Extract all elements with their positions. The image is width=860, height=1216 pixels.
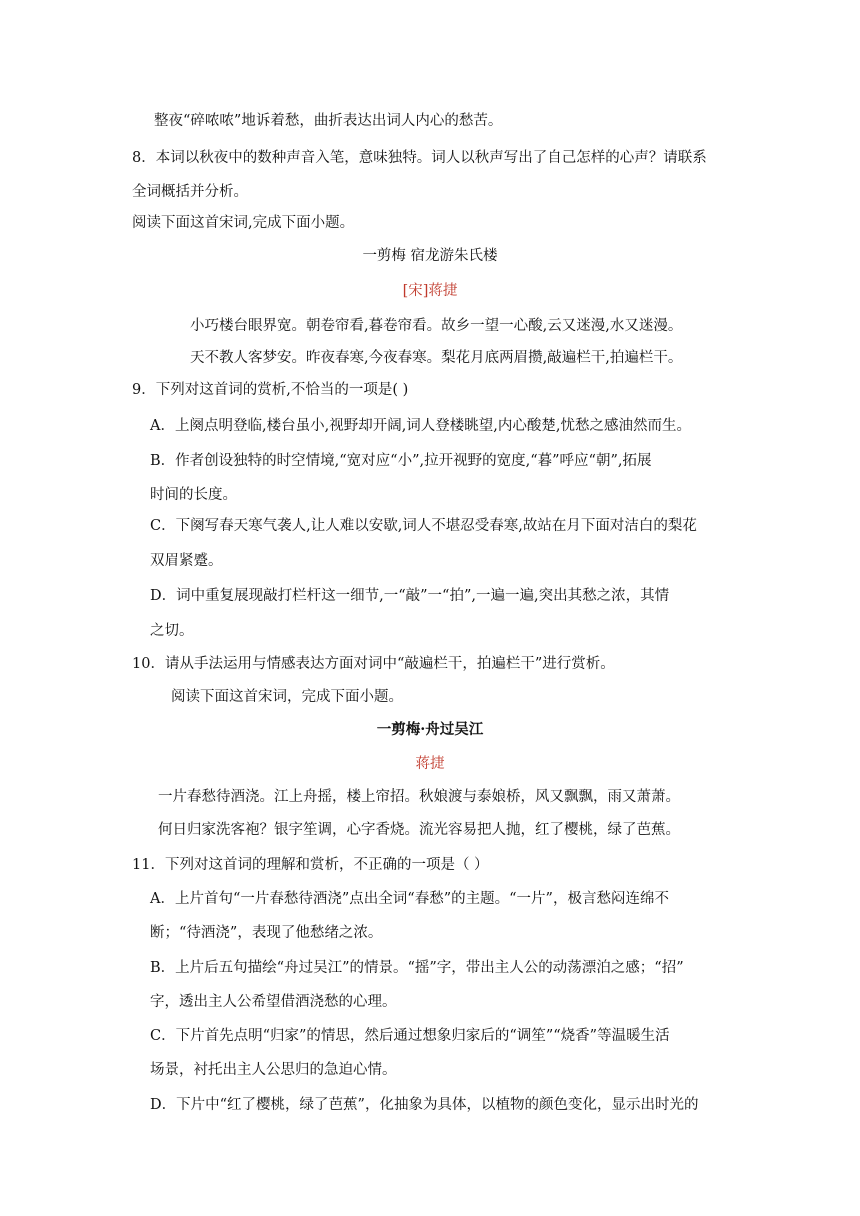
question-9: 9．下列对这首词的赏析,不恰当的一项是( ) — [132, 382, 409, 398]
poem-1-line-2: 天不教人客梦安。昨夜春寒,今夜春寒。梨花月底两眉攒,敲遍栏干,拍遍栏干。 — [190, 350, 683, 366]
question-9-option-c-line-1: C．下阕写春天寒气袭人,让人难以安歇,词人不堪忍受春寒,故站在月下面对洁白的梨花 — [150, 518, 697, 534]
question-11-option-d-line-1: D．下片中“红了樱桃，绿了芭蕉”，化抽象为具体，以植物的颜色变化，显示出时光的 — [150, 1097, 699, 1113]
poem-1-line-1: 小巧楼台眼界宽。朝卷帘看,暮卷帘看。故乡一望一心酸,云又迷漫,水又迷漫。 — [190, 318, 683, 334]
question-11-option-b-line-2: 字，透出主人公希望借酒浇愁的心理。 — [150, 994, 397, 1010]
reading-intro-2: 阅读下面这首宋词，完成下面小题。 — [171, 689, 403, 705]
question-9-option-d-line-1: D．词中重复展现敲打栏杆这一细节,一“敲”一“拍”,一遍一遍,突出其愁之浓，其情 — [150, 588, 670, 604]
question-11-option-a-line-2: 断；“待酒浇”，表现了他愁绪之浓。 — [150, 925, 383, 941]
poem-2-title: 一剪梅·舟过吴江 — [376, 721, 484, 738]
question-10: 10．请从手法运用与情感表达方面对词中“敲遍栏干，拍遍栏干”进行赏析。 — [132, 656, 615, 672]
question-9-option-b-line-2: 时间的长度。 — [150, 487, 237, 503]
poem-2-author: 蒋捷 — [415, 756, 445, 772]
question-9-option-a: A．上阕点明登临,楼台虽小,视野却开阔,词人登楼眺望,内心酸楚,忧愁之感油然而生。 — [150, 418, 692, 434]
question-11-option-a-line-1: A．上片首句“一片春愁待酒浇”点出全词“春愁”的主题。“一片”，极言愁闷连绵不 — [150, 891, 669, 907]
question-11-option-c-line-1: C．下片首先点明“归家”的情思，然后通过想象归家后的“调笙”“烧香”等温暖生活 — [150, 1028, 670, 1044]
question-9-option-c-line-2: 双眉紧蹙。 — [150, 553, 223, 569]
question-8-line-1: 8．本词以秋夜中的数种声音入笔，意味独特。词人以秋声写出了自己怎样的心声？请联系 — [132, 150, 707, 166]
poem-1-title: 一剪梅 宿龙游朱氏楼 — [362, 248, 498, 264]
reading-intro-1: 阅读下面这首宋词,完成下面小题。 — [132, 215, 355, 231]
text-line-continuation: 整夜“碎哝哝”地诉着愁，曲折表达出词人内心的愁苦。 — [154, 113, 503, 129]
question-11-option-c-line-2: 场景，衬托出主人公思归的急迫心情。 — [150, 1062, 397, 1078]
question-8-line-2: 全词概括并分析。 — [132, 184, 248, 200]
question-9-option-d-line-2: 之切。 — [150, 623, 194, 639]
question-11: 11．下列对这首词的理解和赏析，不正确的一项是（ ） — [132, 857, 489, 873]
question-11-option-b-line-1: B．上片后五句描绘“舟过吴江”的情景。“摇”字，带出主人公的动荡漂泊之感；“招” — [150, 960, 684, 976]
question-9-option-b-line-1: B．作者创设独特的时空情境,“宽对应“小”,拉开视野的宽度,“暮”呼应“朝”,拓展 — [150, 453, 652, 469]
poem-2-line-2: 何日归家洗客袍？银字笙调，心字香烧。流光容易把人抛，红了樱桃，绿了芭蕉。 — [158, 822, 680, 838]
poem-1-author: [宋]蒋捷 — [402, 283, 458, 299]
poem-2-line-1: 一片春愁待酒浇。江上舟摇，楼上帘招。秋娘渡与泰娘桥，风又飘飘，雨又萧萧。 — [158, 789, 680, 805]
